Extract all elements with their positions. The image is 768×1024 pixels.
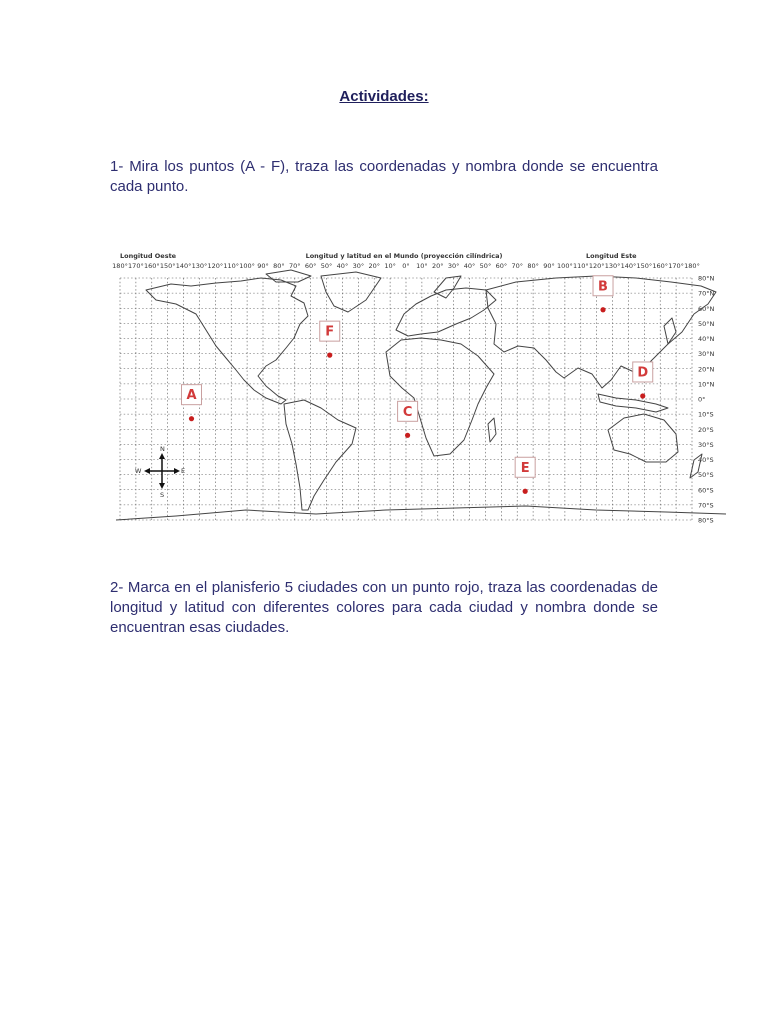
africa-outline bbox=[386, 338, 494, 456]
longitude-label: 120° bbox=[207, 262, 224, 270]
longitude-label: 80° bbox=[273, 262, 285, 270]
longitude-label: 110° bbox=[223, 262, 240, 270]
latitude-label: 60°S bbox=[698, 486, 714, 495]
longitude-label: 100° bbox=[557, 262, 573, 270]
longitude-label: 180° bbox=[684, 262, 700, 270]
point-label: B bbox=[598, 279, 608, 295]
point-dot bbox=[189, 416, 194, 421]
latitude-label: 50°N bbox=[698, 319, 715, 328]
longitude-label: 160° bbox=[652, 262, 669, 270]
japan-outline bbox=[664, 318, 676, 344]
point-dot bbox=[640, 393, 645, 398]
arctic-islands-outline bbox=[266, 270, 311, 282]
longitude-label: 180° bbox=[112, 262, 128, 270]
activity-1-text: 1- Mira los puntos (A - F), traza las coordenadas y nombra donde se encuentra cada punto. bbox=[110, 158, 658, 195]
latitude-label: 70°N bbox=[698, 289, 715, 298]
point-dot bbox=[523, 489, 528, 494]
point-dot bbox=[600, 307, 605, 312]
north-america-outline bbox=[146, 278, 308, 404]
longitude-label: 150° bbox=[159, 262, 176, 270]
point-marker-b bbox=[593, 276, 613, 313]
longitude-label: 40° bbox=[336, 262, 349, 270]
europe-outline bbox=[396, 288, 496, 336]
latitude-label: 0° bbox=[698, 395, 706, 404]
latitude-label: 20°S bbox=[698, 425, 714, 434]
latitude-label: 60°N bbox=[698, 304, 715, 313]
point-marker-c bbox=[398, 401, 418, 438]
latitude-label: 20°N bbox=[698, 365, 715, 374]
point-label: A bbox=[186, 388, 197, 404]
longitude-label: 0° bbox=[402, 262, 410, 270]
map-header-center: Longitud y latitud en el Mundo (proyección cilíndrica) bbox=[305, 252, 503, 260]
point-marker-d bbox=[633, 362, 653, 399]
longitude-label: 10° bbox=[416, 262, 428, 270]
point-label: F bbox=[325, 324, 335, 340]
antarctica-outline bbox=[116, 506, 726, 520]
longitude-label: 20° bbox=[368, 262, 380, 270]
longitude-label: 70° bbox=[511, 262, 523, 270]
map-header-east: Longitud Este bbox=[586, 252, 637, 260]
longitude-label: 160° bbox=[143, 262, 160, 270]
point-dot bbox=[405, 433, 410, 438]
indonesia-outline bbox=[598, 394, 668, 412]
latitude-label: 10°N bbox=[698, 380, 715, 389]
longitude-label: 120° bbox=[588, 262, 605, 270]
compass-e: E bbox=[181, 467, 186, 475]
longitude-label: 20° bbox=[432, 262, 444, 270]
longitude-label: 50° bbox=[320, 262, 333, 270]
longitude-label: 140° bbox=[175, 262, 192, 270]
point-label: D bbox=[637, 365, 649, 381]
point-marker-e bbox=[515, 457, 535, 494]
compass-w: W bbox=[135, 467, 142, 475]
latitude-label: 30°S bbox=[698, 440, 714, 449]
page-title: Actividades: bbox=[339, 88, 429, 105]
latitude-label: 80°S bbox=[698, 516, 714, 525]
compass-n: N bbox=[160, 445, 165, 453]
longitude-label: 70° bbox=[289, 262, 301, 270]
latitude-label: 80°N bbox=[698, 274, 715, 283]
world-map bbox=[112, 248, 726, 538]
world-map-svg bbox=[112, 248, 726, 538]
longitude-label: 100° bbox=[239, 262, 255, 270]
latitude-label: 30°N bbox=[698, 350, 715, 359]
longitude-label: 110° bbox=[572, 262, 589, 270]
continent-outlines bbox=[116, 270, 726, 520]
longitude-label: 170° bbox=[128, 262, 144, 270]
point-label: C bbox=[402, 404, 413, 420]
longitude-label: 50° bbox=[479, 262, 492, 270]
longitude-label: 130° bbox=[191, 262, 208, 270]
longitude-label: 60° bbox=[495, 262, 508, 270]
longitude-label: 130° bbox=[604, 262, 621, 270]
latitude-label: 40°N bbox=[698, 335, 715, 343]
latitude-label: 50°S bbox=[698, 471, 714, 480]
map-header-west: Longitud Oeste bbox=[120, 252, 177, 260]
longitude-label: 80° bbox=[527, 262, 539, 270]
activity-2-text: 2- Marca en el planisferio 5 ciudades con un punto rojo, traza las coordenadas de longitud y latitud con diferentes colores para cada ciudad y nombra donde se encuentran esas ciudades. bbox=[110, 579, 658, 636]
longitude-label: 10° bbox=[384, 262, 396, 270]
longitude-label: 60° bbox=[304, 262, 317, 270]
longitude-label: 150° bbox=[636, 262, 653, 270]
latitude-label: 10°S bbox=[698, 410, 714, 419]
longitude-label: 30° bbox=[352, 262, 365, 270]
point-label: E bbox=[520, 460, 530, 476]
compass-rose bbox=[135, 445, 185, 499]
point-dot bbox=[327, 353, 332, 358]
longitude-label: 90° bbox=[543, 262, 555, 270]
longitude-label: 30° bbox=[447, 262, 460, 270]
compass-s: S bbox=[160, 491, 165, 499]
latitude-label: 70°S bbox=[698, 501, 714, 510]
australia-outline bbox=[608, 414, 678, 462]
longitude-label: 170° bbox=[668, 262, 684, 270]
longitude-label: 140° bbox=[620, 262, 637, 270]
madagascar-outline bbox=[488, 418, 496, 442]
point-marker-a bbox=[182, 385, 202, 422]
longitude-label: 90° bbox=[257, 262, 269, 270]
point-marker-f bbox=[320, 321, 340, 358]
longitude-label: 40° bbox=[463, 262, 476, 270]
latitude-label: 40°S bbox=[698, 456, 714, 464]
